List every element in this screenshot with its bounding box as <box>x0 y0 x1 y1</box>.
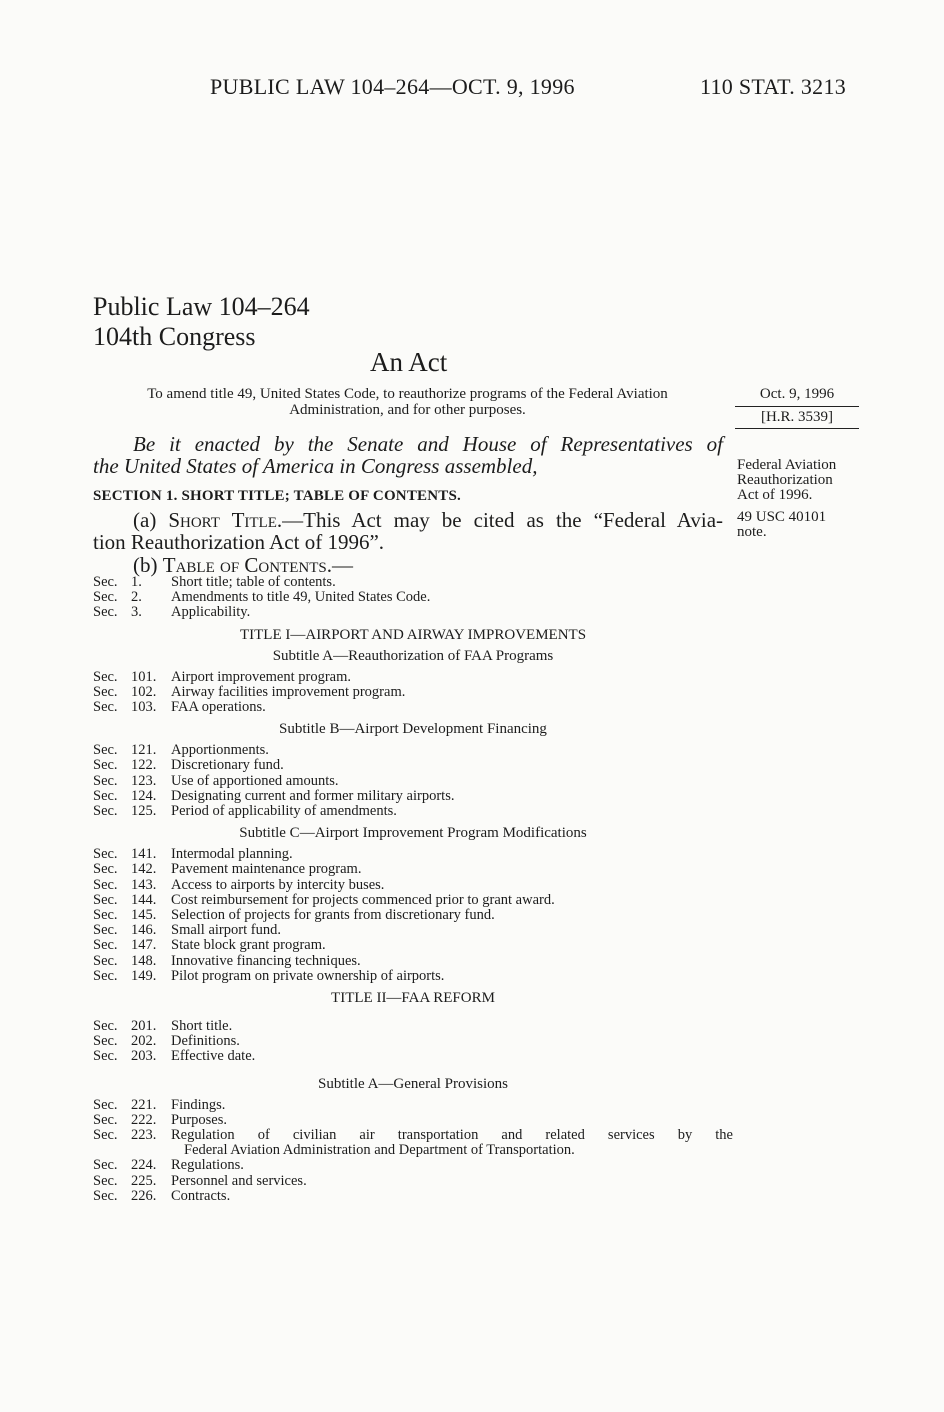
toc-sec-title: Access to airports by intercity buses. <box>171 876 385 893</box>
toc-general-sections <box>93 575 733 621</box>
toc-entry <box>93 1174 733 1189</box>
toc-sec-number: 203. <box>131 1048 157 1065</box>
toc-sec-label: Sec. <box>93 1033 118 1050</box>
toc-sec-title: Effective date. <box>171 1048 256 1065</box>
subtitle-1b-heading: Subtitle B—Airport Development Financing <box>279 721 547 738</box>
toc-sec-label: Sec. <box>93 574 118 590</box>
toc-sec-number: 145. <box>131 907 157 924</box>
toc-entry <box>93 938 733 953</box>
toc-sec-title: Short title. <box>171 1018 233 1035</box>
toc-sec-label: Sec. <box>93 922 118 939</box>
toc-sec-number: 102. <box>131 683 157 700</box>
toc-sec-label: Sec. <box>93 846 118 863</box>
toc-sec-label: Sec. <box>93 668 118 685</box>
toc-entry <box>93 758 733 773</box>
toc-sec-label: Sec. <box>93 604 118 621</box>
subtitle-1a-heading: Subtitle A—Reauthorization of FAA Programs <box>272 647 554 664</box>
purpose-clause: To amend title 49, United States Code, to reauthorize programs of the Federal Aviation Administration, and for other purposes. <box>147 386 668 418</box>
toc-sec-label: Sec. <box>93 1187 118 1204</box>
toc-sec-title: Innovative financing techniques. <box>171 952 361 969</box>
toc-sec-label: Sec. <box>93 967 118 984</box>
toc-title-2 <box>93 1019 733 1065</box>
toc-sec-title: Designating current and former military airports. <box>171 787 455 804</box>
title-1-heading: TITLE I—AIRPORT AND AIRWAY IMPROVEMENTS <box>239 626 587 643</box>
toc-sec-title: Period of applicability of amendments. <box>171 803 397 820</box>
toc-entry <box>93 1098 733 1113</box>
toc-sec-label: Sec. <box>93 757 118 774</box>
toc-sec-label: Sec. <box>93 1018 118 1035</box>
toc-entry <box>93 1189 733 1204</box>
toc-sec-title: Small airport fund. <box>171 922 281 939</box>
toc-sec-label: Sec. <box>93 699 118 716</box>
enacting-clause <box>93 433 723 477</box>
toc-sec-number: 121. <box>131 742 157 759</box>
toc-sec-number: 146. <box>131 922 157 939</box>
toc-entry <box>93 1034 733 1049</box>
toc-sec-label: Sec. <box>93 1048 118 1065</box>
toc-entry <box>93 670 733 685</box>
toc-sec-title: FAA operations. <box>171 699 266 716</box>
toc-sec-number: 202. <box>131 1033 157 1050</box>
toc-sec-number: 103. <box>131 699 157 716</box>
toc-sec-label: Sec. <box>93 1157 118 1174</box>
toc-sec-title: Selection of projects for grants from discretionary fund. <box>171 907 495 924</box>
toc-sec-title: Amendments to title 49, United States Code. <box>171 589 431 606</box>
enacting-line-1: Be it enacted by the Senate and House of Representatives of <box>133 432 723 456</box>
margin-enactment-date: Oct. 9, 1996 <box>759 386 835 402</box>
subsection-a-marker: (a) <box>133 508 169 532</box>
toc-sec-label: Sec. <box>93 861 118 878</box>
toc-sec-title: Pavement maintenance program. <box>171 861 362 878</box>
toc-sec-number: 148. <box>131 952 157 969</box>
toc-entry <box>93 700 733 715</box>
toc-sec-title: Contracts. <box>171 1187 231 1204</box>
toc-sec-title: Regulations. <box>171 1157 244 1174</box>
toc-entry <box>93 774 733 789</box>
subsection-a-label: Short Title <box>168 508 277 532</box>
toc-entry <box>93 590 733 605</box>
toc-sec-label: Sec. <box>93 952 118 969</box>
toc-sec-label: Sec. <box>93 876 118 893</box>
toc-entry <box>93 1158 733 1173</box>
title-2-heading: TITLE II—FAA REFORM <box>331 990 495 1007</box>
toc-sec-title: Regulation of civilian air transportation and related services by the <box>171 1127 733 1144</box>
toc-sec-number: 125. <box>131 803 157 820</box>
toc-sec-label: Sec. <box>93 1096 118 1113</box>
toc-entry <box>93 893 733 908</box>
toc-entry <box>93 969 733 984</box>
toc-sec-label: Sec. <box>93 891 118 908</box>
toc-sec-title: Purposes. <box>171 1111 227 1128</box>
toc-subtitle-2a <box>93 1098 733 1204</box>
toc-sec-title: Pilot program on private ownership of airports. <box>171 967 445 984</box>
toc-sec-title: State block grant program. <box>171 937 326 954</box>
toc-entry <box>93 847 733 862</box>
toc-subtitle-1c <box>93 847 733 984</box>
toc-sec-label: Sec. <box>93 772 118 789</box>
margin-short-title-note: Federal Aviation Reauthorization Act of 1996. <box>737 457 837 503</box>
toc-sec-label: Sec. <box>93 589 118 606</box>
toc-entry <box>93 789 733 804</box>
enacting-line-2: the United States of America in Congress assembled, <box>93 454 538 478</box>
toc-sec-number: 226. <box>131 1187 157 1204</box>
short-title-line-1 <box>93 509 723 531</box>
toc-sec-title: Airway facilities improvement program. <box>171 683 406 700</box>
toc-sec-title: Personnel and services. <box>171 1172 307 1189</box>
toc-sec-label: Sec. <box>93 1172 118 1189</box>
public-law-number: Public Law 104–264 <box>93 292 310 321</box>
toc-sec-label: Sec. <box>93 1111 118 1128</box>
subsection-b-label: Table of Contents <box>162 553 327 577</box>
toc-sec-title-continuation: Federal Aviation Administration and Department of Transportation. <box>184 1142 575 1159</box>
toc-entry <box>93 1049 733 1064</box>
toc-sec-number: 222. <box>131 1111 157 1128</box>
toc-entry <box>93 1019 733 1034</box>
section-1-heading: SECTION 1. SHORT TITLE; TABLE OF CONTENTS. <box>93 488 461 504</box>
toc-sec-label: Sec. <box>93 742 118 759</box>
toc-sec-number: 124. <box>131 787 157 804</box>
toc-entry <box>93 743 733 758</box>
toc-sec-label: Sec. <box>93 787 118 804</box>
toc-entry <box>93 605 733 620</box>
toc-sec-number: 101. <box>131 668 157 685</box>
toc-sec-number: 144. <box>131 891 157 908</box>
toc-sec-number: 2. <box>131 589 142 606</box>
margin-bill-number: [H.R. 3539] <box>760 409 834 425</box>
toc-entry <box>93 575 733 590</box>
toc-entry <box>93 954 733 969</box>
toc-entry <box>93 878 733 893</box>
running-header-stat-page: 110 STAT. 3213 <box>700 74 847 99</box>
subtitle-2a-heading: Subtitle A—General Provisions <box>318 1075 508 1092</box>
toc-sec-label: Sec. <box>93 803 118 820</box>
subtitle-1c-heading: Subtitle C—Airport Improvement Program Modifications <box>239 825 587 842</box>
toc-entry <box>93 804 733 819</box>
toc-sec-number: 142. <box>131 861 157 878</box>
toc-sec-title: Short title; table of contents. <box>171 574 336 590</box>
toc-sec-title: Applicability. <box>171 604 251 621</box>
toc-sec-title: Findings. <box>171 1096 226 1113</box>
toc-sec-title: Discretionary fund. <box>171 757 284 774</box>
toc-subtitle-1a <box>93 670 733 716</box>
margin-rule-top <box>735 406 859 407</box>
toc-sec-title: Definitions. <box>171 1033 240 1050</box>
toc-entry <box>93 908 733 923</box>
table-of-contents <box>93 575 733 1204</box>
toc-sec-number: 1. <box>131 574 142 590</box>
toc-sec-title: Intermodal planning. <box>171 846 293 863</box>
subsection-b-marker: (b) <box>133 553 163 577</box>
toc-entry <box>93 1113 733 1128</box>
toc-sec-number: 143. <box>131 876 157 893</box>
toc-sec-number: 122. <box>131 757 157 774</box>
toc-subtitle-1b <box>93 743 733 819</box>
toc-entry <box>93 923 733 938</box>
toc-entry <box>93 862 733 877</box>
toc-sec-number: 3. <box>131 604 142 621</box>
toc-sec-number: 224. <box>131 1157 157 1174</box>
toc-sec-title: Use of apportioned amounts. <box>171 772 339 789</box>
subsection-b-suffix: .— <box>326 553 353 577</box>
congress-number: 104th Congress <box>93 322 256 351</box>
toc-sec-number: 223. <box>131 1127 157 1144</box>
toc-sec-number: 123. <box>131 772 157 789</box>
toc-sec-title: Apportionments. <box>171 742 269 759</box>
margin-rule-bottom <box>735 428 859 429</box>
toc-entry <box>93 1128 733 1143</box>
toc-sec-label: Sec. <box>93 937 118 954</box>
toc-sec-number: 221. <box>131 1096 157 1113</box>
margin-usc-note: 49 USC 40101 note. <box>737 509 827 540</box>
short-title-paragraph <box>93 509 723 553</box>
toc-sec-number: 201. <box>131 1018 157 1035</box>
toc-sec-label: Sec. <box>93 1127 118 1144</box>
short-title-text-1: .—This Act may be cited as the “Federal Avia- <box>276 508 724 532</box>
toc-sec-label: Sec. <box>93 683 118 700</box>
toc-sec-title: Airport improvement program. <box>171 668 351 685</box>
toc-sec-number: 149. <box>131 967 157 984</box>
toc-sec-number: 147. <box>131 937 157 954</box>
toc-sec-title: Cost reimbursement for projects commenced prior to grant award. <box>171 891 555 908</box>
short-title-line-2: tion Reauthorization Act of 1996”. <box>93 530 385 554</box>
toc-entry <box>93 685 733 700</box>
toc-sec-label: Sec. <box>93 907 118 924</box>
toc-sec-number: 225. <box>131 1172 157 1189</box>
running-header-citation: PUBLIC LAW 104–264—OCT. 9, 1996 <box>210 74 575 99</box>
act-heading: An Act <box>370 347 448 377</box>
toc-sec-number: 141. <box>131 846 157 863</box>
